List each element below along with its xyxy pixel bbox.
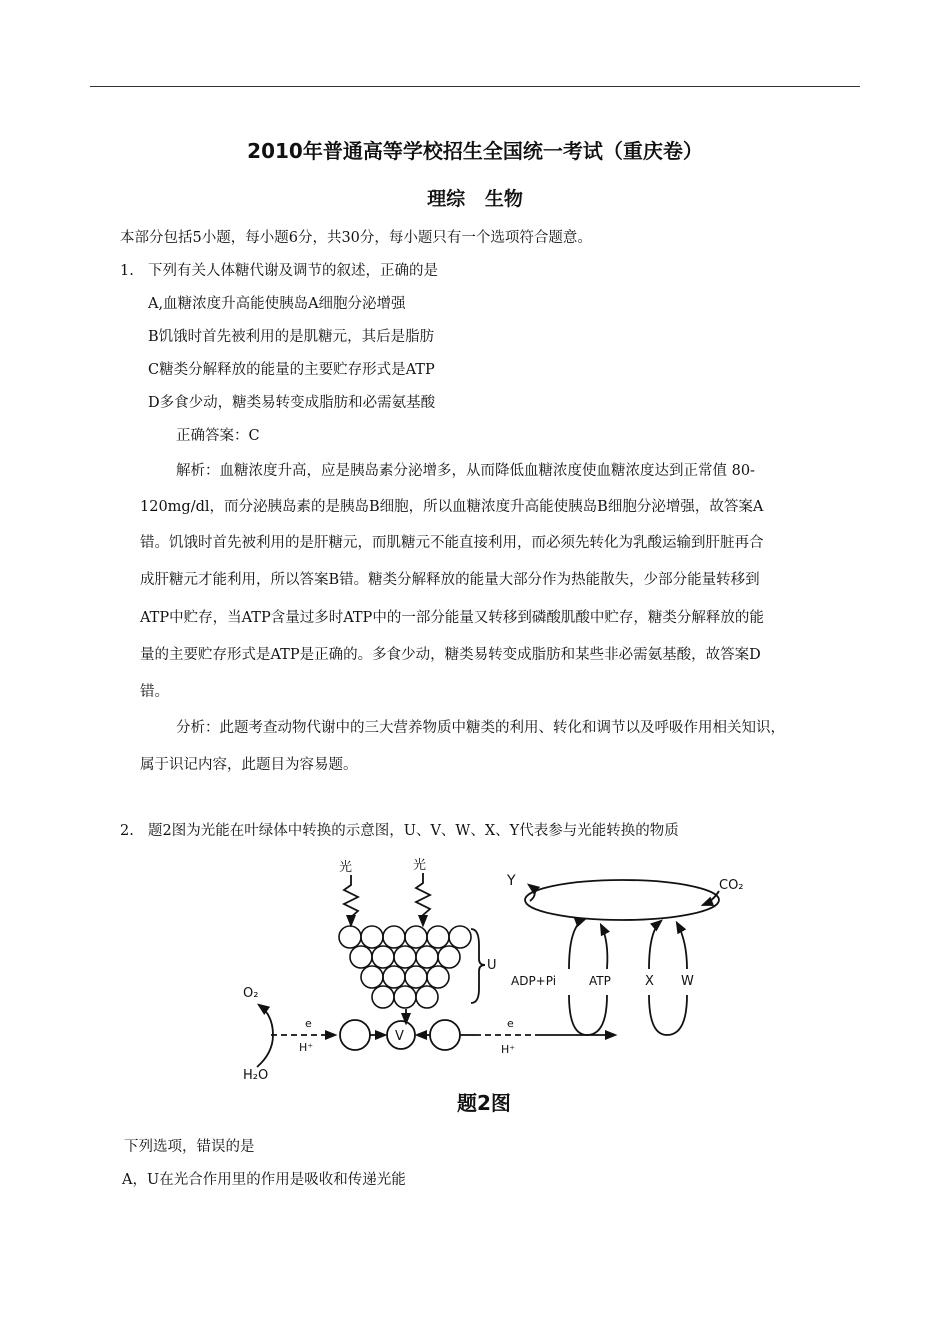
page-title: 2010年普通高等学校招生全国统一考试（重庆卷） [247, 139, 703, 163]
co2-label: CO₂ [719, 878, 744, 893]
question-2-option-a: A，U在光合作用里的作用是吸收和传递光能 [122, 1172, 406, 1188]
intro-text: 本部分包括5小题，每小题6分，共30分，每小题只有一个选项符合题意。 [120, 230, 592, 246]
u-label: U [487, 958, 497, 973]
h-label-left: H⁺ [299, 1041, 314, 1054]
question-1-answer: 正确答案：C [176, 428, 260, 444]
question-2-stem: 题2图为光能在叶绿体中转换的示意图，U、V、W、X、Y代表参与光能转换的物质 [148, 823, 679, 839]
analysis-line: 量的主要贮存形式是ATP是正确的。多食少动，糖类易转变成脂肪和某些非必需氨基酸，故答案D [140, 647, 761, 663]
chain-circle [340, 1020, 370, 1050]
question-2-followup: 下列选项，错误的是 [124, 1139, 255, 1155]
calvin-cycle [525, 880, 719, 920]
light-zigzag-2 [416, 873, 430, 925]
chloroplast-light-conversion-figure [225, 845, 765, 1120]
light-label-2: 光 [413, 858, 427, 873]
x-label: X [645, 974, 654, 989]
question-1-option-b: B饥饿时首先被利用的是肌糖元，其后是脂肪 [148, 329, 435, 345]
header-rule [90, 86, 860, 87]
figure-caption: 题2图 [457, 1091, 511, 1115]
y-label: Y [507, 873, 516, 889]
adp-label: ADP+Pi [511, 974, 557, 988]
question-1-option-a: A,血糖浓度升高能使胰岛A细胞分泌增强 [148, 296, 406, 312]
light-zigzag-1 [344, 875, 358, 925]
water-split-curve [257, 1005, 273, 1067]
analysis-line: 错。饥饿时首先被利用的是肝糖元，而肌糖元不能直接利用，而必须先转化为乳酸运输到肝脏再合 [140, 535, 764, 551]
light-label-1: 光 [339, 860, 353, 875]
v-label: V [395, 1029, 404, 1044]
analysis-line: 120mg/dl，而分泌胰岛素的是胰岛B细胞，所以血糖浓度升高能使胰岛B细胞分泌增强，故答案A [140, 499, 764, 515]
page-subtitle: 理综 生物 [427, 188, 523, 210]
atp-loop [569, 919, 585, 969]
nadph-loop [649, 921, 661, 969]
pigment-cluster [339, 926, 471, 1008]
h-label-right: H⁺ [501, 1043, 516, 1056]
chain-circle [430, 1020, 460, 1050]
h2o-label: H₂O [243, 1068, 269, 1083]
question-1-option-c: C糖类分解释放的能量的主要贮存形式是ATP [148, 362, 435, 378]
question-2-number: 2. [120, 823, 134, 839]
question-1-number: 1. [120, 263, 134, 279]
analysis-line: ATP中贮存，当ATP含量过多时ATP中的一部分能量又转移到磷酸肌酸中贮存，糖类分解释放的能 [140, 610, 764, 626]
question-1-stem: 下列有关人体糖代谢及调节的叙述，正确的是 [148, 263, 438, 279]
analysis-line: 错。 [140, 684, 169, 700]
analysis-line: 成肝糖元才能利用，所以答案B错。糖类分解释放的能量大部分作为热能散失，少部分能量转移到 [140, 572, 760, 588]
e-label-left: e [305, 1017, 312, 1030]
e-label-right: e [507, 1017, 514, 1030]
atp-label: ATP [589, 974, 611, 988]
o2-label: O₂ [243, 986, 259, 1001]
comment-line: 属于识记内容，此题目为容易题。 [140, 757, 358, 773]
question-1-option-d: D多食少动，糖类易转变成脂肪和必需氨基酸 [148, 395, 436, 411]
analysis-line: 解析：血糖浓度升高，应是胰岛素分泌增多，从而降低血糖浓度使血糖浓度达到正常值 80- [176, 463, 755, 479]
comment-line: 分析：此题考查动物代谢中的三大营养物质中糖类的利用、转化和调节以及呼吸作用相关知识， [176, 720, 785, 736]
u-brace [471, 929, 485, 1003]
w-label: W [681, 974, 694, 989]
